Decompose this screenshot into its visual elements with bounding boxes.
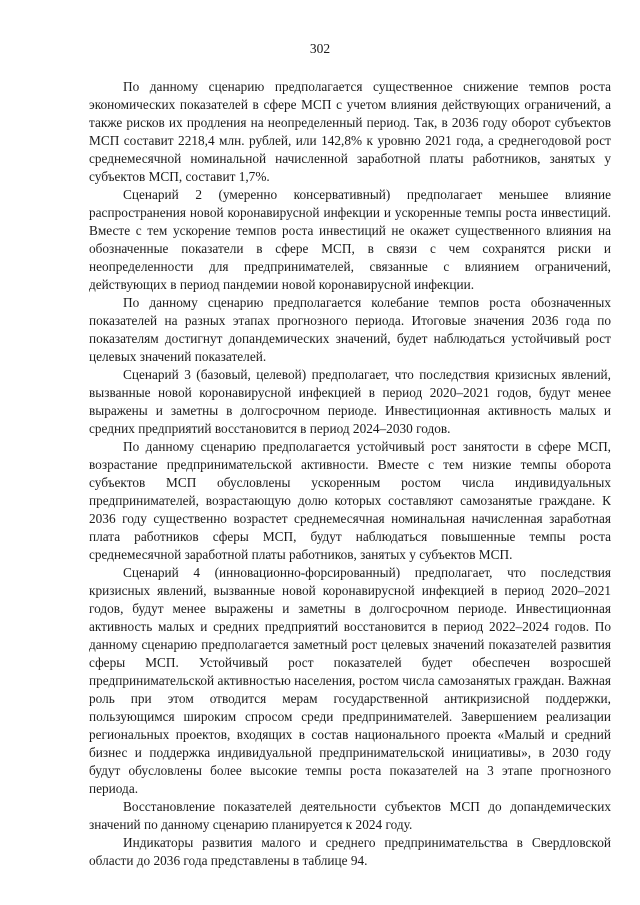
body-text [89, 78, 611, 870]
paragraph-scenario-1-outcome: По данному сценарию предполагается существенное снижение темпов роста экономических показателей в сфере МСП с учетом влияния действующих ограничений, а также рисков их продления на неопределенный период. Так, в 2036 году оборот субъектов МСП составит 2218,4 млн. рублей, или 142,8% к уровню 2021 года, а среднегодовой рост среднемесячной номинальной начисленной заработной платы работников, занятых у субъектов МСП, составит 1,7%. [89, 79, 611, 184]
paragraph-scenario-2-outcome: По данному сценарию предполагается колебание темпов роста обозначенных показателей на разных этапах прогнозного периода. Итоговые значения 2036 года по показателям достигнут допандемических значений, будет наблюдаться устойчивый рост целевых значений показателей. [89, 295, 611, 364]
paragraph-recovery: Восстановление показателей деятельности субъектов МСП до допандемических значений по данному сценарию планируется к 2024 году. [89, 799, 611, 832]
paragraph-scenario-3: Сценарий 3 (базовый, целевой) предполагает, что последствия кризисных явлений, вызванные новой коронавирусной инфекцией в период 2020–2021 годов, будут менее выражены и заметны в долгосрочном периоде. Инвестиционная активность малых и средних предприятий восстановится в период 2024–2030 годов. [89, 367, 611, 436]
paragraph-scenario-4: Сценарий 4 (инновационно-форсированный) предполагает, что последствия кризисных явлений, вызванные новой коронавирусной инфекцией в период 2020–2021 годов, будут менее выражены и заметны в долгосрочном периоде. Инвестиционная активность малых и средних предприятий восстановится в период 2022–2024 годов. По данному сценарию предполагается заметный рост целевых значений показателей развития сферы МСП. Устойчивый рост показателей будет обеспечен возросшей предпринимательской активностью населения, ростом числа самозанятых граждан. Важная роль при этом отводится мерам государственной антикризисной поддержки, пользующимся широким спросом среди предпринимателей. Завершением реализации региональных проектов, входящих в состав национального проекта «Малый и средний бизнес и поддержка индивидуальной предпринимательской инициативы», в 2030 году будут обусловлены более высокие темпы роста показателей на 3 этапе прогнозного периода. [89, 565, 611, 796]
paragraph-scenario-3-outcome: По данному сценарию предполагается устойчивый рост занятости в сфере МСП, возрастание предпринимательской активности. Вместе с тем низкие темпы оборота субъектов МСП обусловлены ускоренным ростом числа индивидуальных предпринимателей, возрастающую долю которых составляют самозанятые граждане. К 2036 году существенно возрастет среднемесячная номинальная начисленная заработная плата работников сферы МСП, будут наблюдаться повышенные темпы роста среднемесячной заработной платы работников, занятых у субъектов МСП. [89, 439, 611, 562]
paragraph-indicators-reference: Индикаторы развития малого и среднего предпринимательства в Свердловской области до 2036 года представлены в таблице 94. [89, 835, 611, 868]
paragraph-scenario-2: Сценарий 2 (умеренно консервативный) предполагает меньшее влияние распространения новой коронавирусной инфекции и ускоренные темпы роста инвестиций. Вместе с тем ускорение темпов роста инвестиций не окажет существенного влияния на обозначенные показатели в сфере МСП, в связи с чем сохранятся риски и неопределенности для предпринимателей, связанные с влиянием ограничений, действующих в период пандемии новой коронавирусной инфекции. [89, 187, 611, 292]
page-number: 302 [309, 41, 331, 56]
